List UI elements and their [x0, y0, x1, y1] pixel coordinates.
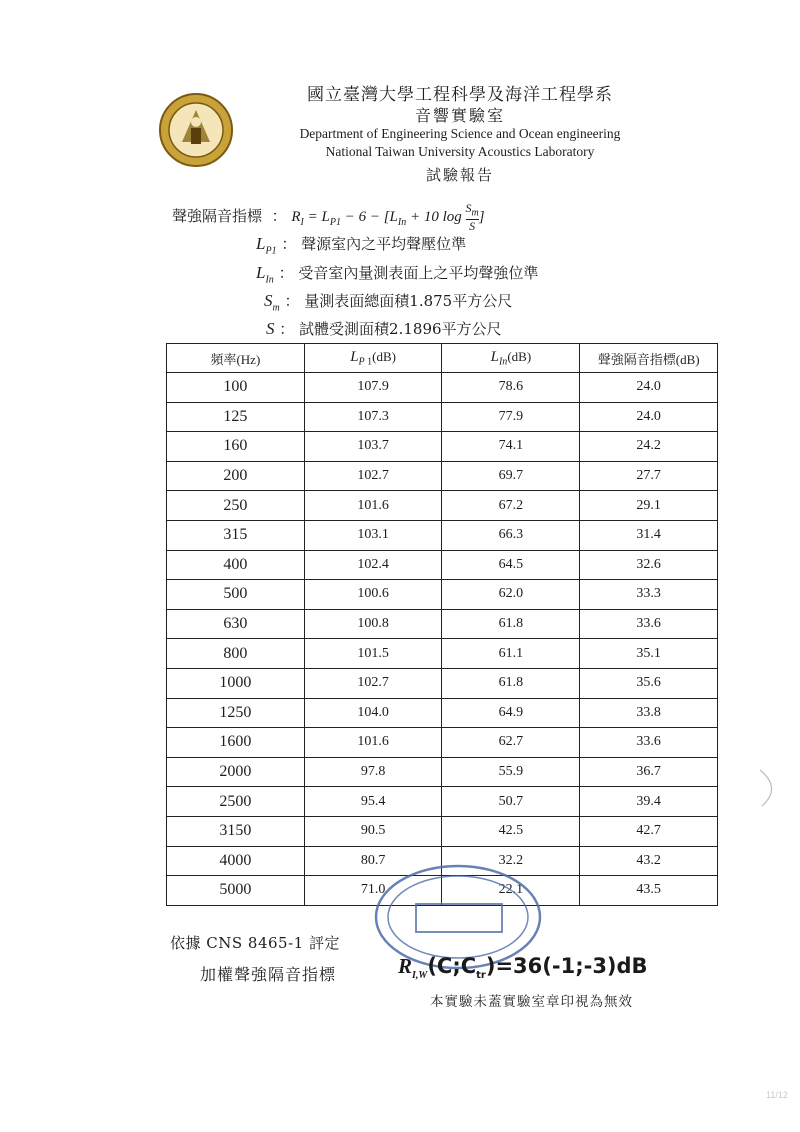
frequency-cell: 800	[167, 639, 305, 669]
lin-cell: 55.9	[442, 757, 580, 787]
lp1-cell: 107.9	[304, 373, 442, 403]
frequency-cell: 4000	[167, 846, 305, 876]
frequency-cell: 3150	[167, 816, 305, 846]
department-name-english: Department of Engineering Science and Ocean engineering	[299, 126, 621, 141]
lin-cell: 74.1	[442, 432, 580, 462]
lp1-cell: 102.4	[304, 550, 442, 580]
table-row	[167, 373, 718, 403]
table-row	[167, 816, 718, 846]
lp1-cell: 97.8	[304, 757, 442, 787]
lp1-cell: 95.4	[304, 787, 442, 817]
lp1-cell: 107.3	[304, 402, 442, 432]
table-row	[167, 728, 718, 758]
index-formula: $R_I = L_{P1} - 6 - [L_{In} + 10$ log $\frac{S_m}{S}$ ]	[291, 201, 485, 234]
frequency-cell: 100	[167, 373, 305, 403]
index-cell: 27.7	[580, 461, 718, 491]
lin-cell: 62.7	[442, 728, 580, 758]
lin-cell: 66.3	[442, 520, 580, 550]
index-cell: 32.6	[580, 550, 718, 580]
header-lin: $L_{In}(dB)$	[442, 344, 580, 373]
lp1-cell: 80.7	[304, 846, 442, 876]
index-cell: 33.3	[580, 580, 718, 610]
lin-definition: $L_{In}$ ： 受音室內量測表面上之平均聲強位準	[256, 263, 539, 286]
lin-cell: 69.7	[442, 461, 580, 491]
table-body	[167, 373, 718, 906]
frequency-cell: 2500	[167, 787, 305, 817]
index-cell: 33.8	[580, 698, 718, 728]
lp1-definition: $L_{P1}$ ： 聲源室內之平均聲壓位準	[256, 234, 467, 257]
index-cell: 43.2	[580, 846, 718, 876]
lp1-cell: 100.8	[304, 609, 442, 639]
s-symbol: S	[266, 319, 275, 338]
frequency-cell: 2000	[167, 757, 305, 787]
header-index: 聲強隔音指標(dB)	[580, 344, 718, 373]
index-cell: 42.7	[580, 816, 718, 846]
frequency-cell: 630	[167, 609, 305, 639]
lin-cell: 64.5	[442, 550, 580, 580]
index-cell: 43.5	[580, 876, 718, 906]
lp1-cell: 103.7	[304, 432, 442, 462]
index-cell: 24.2	[580, 432, 718, 462]
lin-cell: 61.8	[442, 668, 580, 698]
s-description: 試體受測面積2.1896平方公尺	[299, 320, 502, 338]
lin-symbol: $L_{In}$	[256, 263, 274, 286]
lp1-symbol: $L_{P1}$	[256, 234, 277, 257]
lab-subtitle-chinese: 音響實驗室	[414, 106, 505, 125]
table-row	[167, 520, 718, 550]
table-row	[167, 402, 718, 432]
lin-cell: 42.5	[442, 816, 580, 846]
sm-description: 量測表面總面積1.875平方公尺	[304, 292, 513, 310]
lin-cell: 32.2	[442, 846, 580, 876]
report-title: 試驗報告	[425, 166, 494, 184]
frequency-cell: 125	[167, 402, 305, 432]
area-ratio: $\frac{S_m}{S}$	[465, 201, 479, 234]
index-cell: 29.1	[580, 491, 718, 521]
validity-note: 本實驗未蓋實驗室章印視為無效	[430, 994, 633, 1010]
lab-title-chinese: 國立臺灣大學工程科學及海洋工程學系	[307, 85, 613, 105]
index-cell: 24.0	[580, 373, 718, 403]
table-row	[167, 639, 718, 669]
frequency-cell: 160	[167, 432, 305, 462]
lp1-cell: 101.6	[304, 491, 442, 521]
lin-cell: 77.9	[442, 402, 580, 432]
index-cell: 31.4	[580, 520, 718, 550]
frequency-cell: 5000	[167, 876, 305, 906]
table-row	[167, 491, 718, 521]
index-cell: 39.4	[580, 787, 718, 817]
weighted-index-value: $R_{I,W}(C;C_{tr})=36(-1;-3)dB$	[398, 954, 648, 982]
lin-cell: 64.9	[442, 698, 580, 728]
index-cell: 33.6	[580, 728, 718, 758]
index-cell: 36.7	[580, 757, 718, 787]
measurement-table	[166, 343, 718, 906]
frequency-cell: 315	[167, 520, 305, 550]
table-row	[167, 787, 718, 817]
lp1-cell: 104.0	[304, 698, 442, 728]
table-row	[167, 550, 718, 580]
frequency-cell: 250	[167, 491, 305, 521]
lin-cell: 61.1	[442, 639, 580, 669]
university-seal-logo	[158, 92, 234, 168]
lp1-cell: 102.7	[304, 461, 442, 491]
table-row	[167, 461, 718, 491]
evaluation-standard: 依據 CNS 8465-1 評定	[170, 934, 340, 952]
table-row	[167, 580, 718, 610]
frequency-cell: 1250	[167, 698, 305, 728]
lin-cell: 78.6	[442, 373, 580, 403]
page-edge-mark	[756, 768, 786, 808]
lin-description: 受音室內量測表面上之平均聲強位準	[298, 264, 539, 282]
lp1-cell: 103.1	[304, 520, 442, 550]
index-cell: 24.0	[580, 402, 718, 432]
weighted-index-label: 加權聲強隔音指標	[200, 965, 337, 984]
lin-cell: 61.8	[442, 609, 580, 639]
lp1-cell: 101.6	[304, 728, 442, 758]
table-row	[167, 668, 718, 698]
lp1-cell: 71.0	[304, 876, 442, 906]
lin-cell: 50.7	[442, 787, 580, 817]
frequency-cell: 500	[167, 580, 305, 610]
frequency-cell: 1600	[167, 728, 305, 758]
sm-definition: $S_m$ ： 量測表面總面積1.875平方公尺	[264, 291, 513, 314]
index-cell: 33.6	[580, 609, 718, 639]
sm-symbol: $S_m$	[264, 291, 280, 314]
s-definition: S ： 試體受測面積2.1896平方公尺	[266, 319, 502, 338]
table-row	[167, 757, 718, 787]
lp1-cell: 102.7	[304, 668, 442, 698]
index-cell: 35.1	[580, 639, 718, 669]
lp1-description: 聲源室內之平均聲壓位準	[301, 235, 467, 253]
table-row	[167, 698, 718, 728]
lin-cell: 22.1	[442, 876, 580, 906]
frequency-cell: 400	[167, 550, 305, 580]
lp1-cell: 90.5	[304, 816, 442, 846]
lin-cell: 62.0	[442, 580, 580, 610]
index-formula-line	[172, 202, 485, 233]
frequency-cell: 200	[167, 461, 305, 491]
colon: ：	[266, 207, 287, 226]
lab-name-english: National Taiwan University Acoustics Laboratory	[325, 144, 595, 159]
table-row	[167, 609, 718, 639]
header-frequency: 頻率(Hz)	[167, 344, 305, 373]
lp1-cell: 100.6	[304, 580, 442, 610]
table-row	[167, 432, 718, 462]
page-number: 11/12	[766, 1090, 788, 1100]
index-cell: 35.6	[580, 668, 718, 698]
index-label: 聲強隔音指標	[172, 207, 263, 226]
table-header-row	[167, 344, 718, 373]
header-lp1: $L_{P 1}(dB)$	[304, 344, 442, 373]
frequency-cell: 1000	[167, 668, 305, 698]
lin-cell: 67.2	[442, 491, 580, 521]
lp1-cell: 101.5	[304, 639, 442, 669]
